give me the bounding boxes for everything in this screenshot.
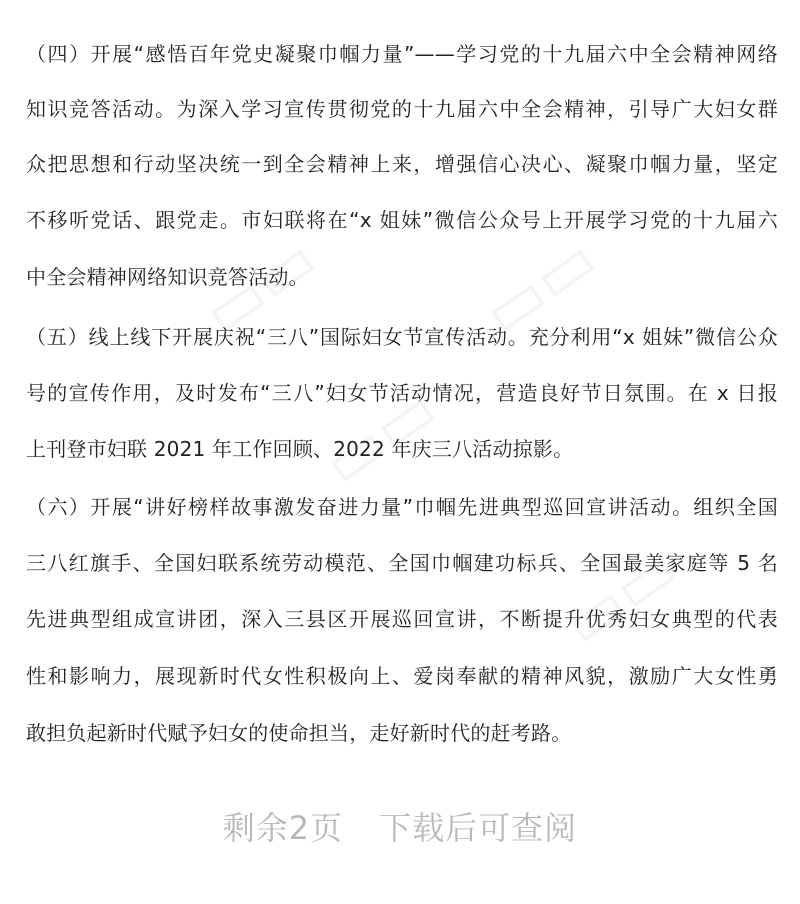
paragraph-5-line-3: 上刊登市妇联 2021 年工作回顾、2022 年庆三八活动掠影。 <box>26 437 574 461</box>
paragraph-4-line-2: 知识竞答活动。为深入学习宣传贯彻党的十九届六中全会精神，引导广大妇女群 <box>26 97 778 121</box>
paragraph-fragment <box>26 0 778 2</box>
download-to-view-label: 下载后可查阅 <box>379 809 578 847</box>
paragraph-6-line-4: 性和影响力，展现新时代女性积极向上、爱岗奉献的精神风貌，激励广大女性勇 <box>26 664 778 688</box>
paragraph-4-line-3: 众把思想和行动坚决统一到全会精神上来，增强信心决心、凝聚巾帼力量，坚定 <box>26 152 778 176</box>
paragraph-5-line-1: （五）线上线下开展庆祝“三八”国际妇女节宣传活动。充分利用“x 姐妹”微信公众 <box>26 325 778 349</box>
remaining-pages-label: 剩余2页 <box>222 809 344 847</box>
paragraph-6-line-1: （六）开展“讲好榜样故事激发奋进力量”巾帼先进典型巡回宣讲活动。组织全国 <box>26 495 778 519</box>
paragraph-4-line-5: 中全会精神网络知识竞答活动。 <box>26 265 309 289</box>
paragraph-6-line-2: 三八红旗手、全国妇联系统劳动模范、全国巾帼建功标兵、全国最美家庭等 5 名 <box>26 551 778 575</box>
paragraph-4-line-4: 不移听党话、跟党走。市妇联将在“x 姐妹”微信公众号上开展学习党的十九届六 <box>26 208 778 232</box>
paragraph-4-line-1: （四）开展“感悟百年党史凝聚巾帼力量”——学习党的十九届六中全会精神网络 <box>26 42 778 66</box>
paragraph-6-line-3: 先进典型组成宣讲团，深入三县区开展巡回宣讲，不断提升优秀妇女典型的代表 <box>26 607 778 631</box>
paragraph-6-line-5: 敢担负起新时代赋予妇女的使命担当，走好新时代的赶考路。 <box>26 721 572 745</box>
download-prompt[interactable] <box>0 808 800 848</box>
paragraph-5-line-2: 号的宣传作用，及时发布“三八”妇女节活动情况，营造良好节日氛围。在 x 日报 <box>26 381 778 405</box>
